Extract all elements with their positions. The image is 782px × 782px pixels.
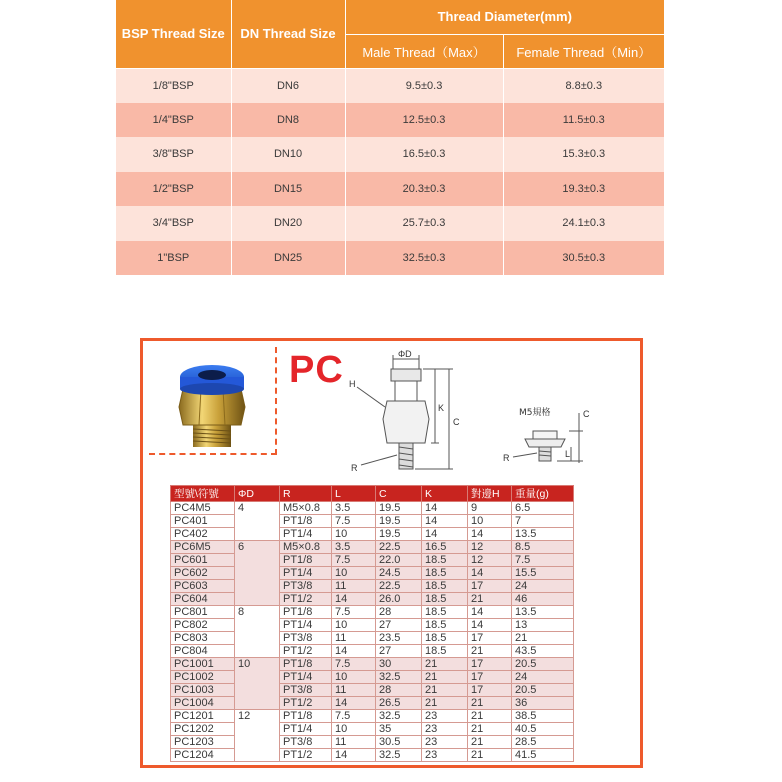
cell-female: 24.1±0.3 [503, 206, 664, 241]
spec-value: 17 [468, 580, 512, 593]
spec-model: PC1204 [171, 749, 235, 762]
spec-value: 7.5 [332, 710, 376, 723]
thread-table-row [116, 68, 664, 103]
spec-value: 14 [422, 502, 468, 515]
dimension-drawing [343, 347, 633, 479]
spec-value: PT3/8 [280, 580, 332, 593]
spec-value: PT1/2 [280, 697, 332, 710]
header-bsp-thread-size: BSP Thread Size [116, 0, 231, 68]
spec-value: 21 [468, 736, 512, 749]
spec-value: 27 [376, 645, 422, 658]
spec-value: 23 [422, 749, 468, 762]
spec-value: 32.5 [376, 749, 422, 762]
spec-table-wrapper [170, 485, 574, 762]
spec-value: 18.5 [422, 619, 468, 632]
spec-value: 11 [332, 632, 376, 645]
label-c2: C [583, 409, 590, 419]
spec-value: PT1/4 [280, 528, 332, 541]
thread-table-row [116, 172, 664, 207]
header-dn-thread-size: DN Thread Size [231, 0, 345, 68]
spec-value: 21 [468, 697, 512, 710]
spec-header-row [171, 486, 574, 502]
spec-model: PC603 [171, 580, 235, 593]
spec-row [171, 632, 574, 645]
spec-model: PC1201 [171, 710, 235, 723]
spec-table [170, 485, 574, 762]
cell-female: 30.5±0.3 [503, 241, 664, 276]
spec-value: 17 [468, 658, 512, 671]
spec-value: 14 [468, 528, 512, 541]
spec-header-cell: K [422, 486, 468, 502]
spec-row [171, 684, 574, 697]
thread-size-table [116, 0, 664, 275]
spec-value: 23 [422, 736, 468, 749]
spec-row [171, 515, 574, 528]
spec-row [171, 658, 574, 671]
spec-model: PC1001 [171, 658, 235, 671]
spec-model: PC802 [171, 619, 235, 632]
spec-model: PC1003 [171, 684, 235, 697]
spec-value: PT1/8 [280, 710, 332, 723]
spec-value: 30 [376, 658, 422, 671]
spec-row [171, 528, 574, 541]
label-l: L [565, 449, 571, 459]
spec-model: PC1002 [171, 671, 235, 684]
spec-value: 14 [468, 606, 512, 619]
header-male-thread: Male Thread（Max） [345, 34, 503, 68]
spec-value: 11 [332, 736, 376, 749]
spec-value: 3.5 [332, 541, 376, 554]
spec-row [171, 749, 574, 762]
spec-value: 21 [468, 593, 512, 606]
spec-value: 14 [332, 645, 376, 658]
spec-od: 4 [235, 502, 280, 541]
spec-value: 8.5 [512, 541, 574, 554]
spec-value: 10 [332, 567, 376, 580]
series-title: PC [289, 349, 344, 391]
spec-value: 13 [512, 619, 574, 632]
spec-value: 36 [512, 697, 574, 710]
spec-value: 12 [468, 541, 512, 554]
spec-value: 24 [512, 671, 574, 684]
label-r: R [351, 463, 358, 473]
spec-table-body [171, 502, 574, 762]
spec-header-cell: C [376, 486, 422, 502]
spec-value: PT1/8 [280, 658, 332, 671]
spec-value: 17 [468, 671, 512, 684]
spec-value: 14 [332, 593, 376, 606]
spec-value: 18.5 [422, 632, 468, 645]
header-thread-diameter: Thread Diameter(mm) [345, 0, 664, 34]
spec-row [171, 619, 574, 632]
cell-bsp: 3/8"BSP [116, 137, 231, 172]
spec-value: PT1/8 [280, 515, 332, 528]
spec-model: PC1202 [171, 723, 235, 736]
cell-dn: DN15 [231, 172, 345, 207]
spec-model: PC1203 [171, 736, 235, 749]
spec-value: 21 [422, 684, 468, 697]
spec-row [171, 736, 574, 749]
spec-row [171, 606, 574, 619]
spec-value: 7 [512, 515, 574, 528]
spec-value: 9 [468, 502, 512, 515]
spec-value: 23 [422, 710, 468, 723]
spec-value: PT1/2 [280, 593, 332, 606]
thread-table-row [116, 206, 664, 241]
spec-value: 18.5 [422, 554, 468, 567]
spec-value: 21 [422, 658, 468, 671]
thread-table-row [116, 103, 664, 138]
spec-value: PT3/8 [280, 632, 332, 645]
spec-value: 46 [512, 593, 574, 606]
spec-value: PT1/8 [280, 554, 332, 567]
spec-row [171, 554, 574, 567]
spec-value: 28.5 [512, 736, 574, 749]
spec-value: 14 [468, 619, 512, 632]
cell-bsp: 1/8"BSP [116, 68, 231, 103]
spec-value: 28 [376, 684, 422, 697]
spec-value: 3.5 [332, 502, 376, 515]
spec-value: 40.5 [512, 723, 574, 736]
spec-row [171, 671, 574, 684]
spec-value: 30.5 [376, 736, 422, 749]
spec-row [171, 502, 574, 515]
spec-model: PC401 [171, 515, 235, 528]
spec-value: 18.5 [422, 606, 468, 619]
spec-model: PC6M5 [171, 541, 235, 554]
spec-value: PT1/4 [280, 723, 332, 736]
spec-value: 7.5 [332, 606, 376, 619]
spec-value: 18.5 [422, 645, 468, 658]
spec-value: 32.5 [376, 710, 422, 723]
spec-value: 7.5 [512, 554, 574, 567]
spec-value: 24 [512, 580, 574, 593]
spec-value: 11 [332, 580, 376, 593]
spec-value: PT1/2 [280, 645, 332, 658]
spec-value: 18.5 [422, 580, 468, 593]
label-m5-spec: M5規格 [519, 408, 551, 418]
spec-value: 19.5 [376, 528, 422, 541]
spec-value: 15.5 [512, 567, 574, 580]
spec-value: 19.5 [376, 515, 422, 528]
spec-model: PC604 [171, 593, 235, 606]
spec-value: PT1/4 [280, 567, 332, 580]
spec-value: 21 [468, 749, 512, 762]
spec-value: 28 [376, 606, 422, 619]
spec-value: 10 [332, 723, 376, 736]
spec-value: 7.5 [332, 658, 376, 671]
spec-value: PT1/2 [280, 749, 332, 762]
spec-value: 22.5 [376, 541, 422, 554]
spec-model: PC602 [171, 567, 235, 580]
label-k: K [438, 403, 445, 413]
spec-value: 22.0 [376, 554, 422, 567]
thread-table-body [116, 68, 664, 275]
push-fitting-photo [149, 347, 275, 453]
spec-value: 10 [332, 619, 376, 632]
spec-value: 27 [376, 619, 422, 632]
spec-value: 32.5 [376, 671, 422, 684]
cell-female: 8.8±0.3 [503, 68, 664, 103]
cell-dn: DN10 [231, 137, 345, 172]
cell-female: 15.3±0.3 [503, 137, 664, 172]
spec-header-cell: 重量(g) [512, 486, 574, 502]
spec-value: 41.5 [512, 749, 574, 762]
product-photo-frame [149, 347, 277, 455]
spec-value: 12 [468, 554, 512, 567]
spec-header-cell: 對邊H [468, 486, 512, 502]
spec-value: 24.5 [376, 567, 422, 580]
spec-value: 7.5 [332, 554, 376, 567]
spec-od: 12 [235, 710, 280, 762]
label-c: C [453, 417, 460, 427]
spec-row [171, 645, 574, 658]
spec-value: M5×0.8 [280, 541, 332, 554]
spec-value: 13.5 [512, 606, 574, 619]
spec-row [171, 697, 574, 710]
cell-dn: DN25 [231, 241, 345, 276]
cell-male: 25.7±0.3 [345, 206, 503, 241]
spec-value: 10 [468, 515, 512, 528]
spec-row [171, 580, 574, 593]
spec-model: PC402 [171, 528, 235, 541]
label-od: ΦD [398, 349, 412, 359]
label-h: H [349, 379, 356, 389]
spec-value: 43.5 [512, 645, 574, 658]
spec-value: 22.5 [376, 580, 422, 593]
spec-value: 21 [468, 723, 512, 736]
spec-value: 10 [332, 528, 376, 541]
spec-value: 18.5 [422, 593, 468, 606]
spec-value: 11 [332, 684, 376, 697]
spec-model: PC4M5 [171, 502, 235, 515]
spec-value: M5×0.8 [280, 502, 332, 515]
thread-table-row [116, 137, 664, 172]
spec-value: 23 [422, 723, 468, 736]
label-r2: R [503, 453, 510, 463]
spec-value: 14 [332, 697, 376, 710]
spec-value: 20.5 [512, 684, 574, 697]
spec-value: 21 [468, 645, 512, 658]
spec-header-cell: 型號\符號 [171, 486, 235, 502]
spec-row [171, 593, 574, 606]
spec-header-cell: L [332, 486, 376, 502]
cell-bsp: 1/4"BSP [116, 103, 231, 138]
spec-value: 17 [468, 684, 512, 697]
spec-value: 13.5 [512, 528, 574, 541]
spec-model: PC803 [171, 632, 235, 645]
spec-value: 17 [468, 632, 512, 645]
spec-value: 26.0 [376, 593, 422, 606]
cell-bsp: 3/4"BSP [116, 206, 231, 241]
cell-dn: DN8 [231, 103, 345, 138]
spec-value: 14 [422, 528, 468, 541]
spec-header-cell: R [280, 486, 332, 502]
spec-od: 10 [235, 658, 280, 710]
spec-value: 21 [422, 671, 468, 684]
spec-value: 14 [332, 749, 376, 762]
spec-row [171, 541, 574, 554]
spec-value: 10 [332, 671, 376, 684]
spec-od: 8 [235, 606, 280, 658]
spec-value: 26.5 [376, 697, 422, 710]
cell-male: 32.5±0.3 [345, 241, 503, 276]
spec-value: 21 [468, 710, 512, 723]
spec-value: 35 [376, 723, 422, 736]
spec-row [171, 723, 574, 736]
cell-dn: DN6 [231, 68, 345, 103]
spec-value: PT3/8 [280, 684, 332, 697]
spec-value: 21 [422, 697, 468, 710]
spec-value: 20.5 [512, 658, 574, 671]
cell-bsp: 1/2"BSP [116, 172, 231, 207]
spec-value: 23.5 [376, 632, 422, 645]
spec-model: PC804 [171, 645, 235, 658]
spec-row [171, 710, 574, 723]
spec-model: PC1004 [171, 697, 235, 710]
spec-value: 21 [512, 632, 574, 645]
spec-model: PC601 [171, 554, 235, 567]
spec-value: PT1/4 [280, 619, 332, 632]
spec-od: 6 [235, 541, 280, 606]
cell-dn: DN20 [231, 206, 345, 241]
cell-female: 19.3±0.3 [503, 172, 664, 207]
spec-row [171, 567, 574, 580]
spec-value: 19.5 [376, 502, 422, 515]
spec-value: 7.5 [332, 515, 376, 528]
spec-value: 18.5 [422, 567, 468, 580]
spec-value: 6.5 [512, 502, 574, 515]
spec-value: PT3/8 [280, 736, 332, 749]
header-female-thread: Female Thread（Min） [503, 34, 664, 68]
cell-male: 16.5±0.3 [345, 137, 503, 172]
cell-male: 20.3±0.3 [345, 172, 503, 207]
pc-catalog-panel [140, 338, 643, 768]
cell-female: 11.5±0.3 [503, 103, 664, 138]
thread-table-row [116, 241, 664, 276]
cell-male: 9.5±0.3 [345, 68, 503, 103]
spec-value: 14 [468, 567, 512, 580]
spec-header-cell: ΦD [235, 486, 280, 502]
spec-value: 14 [422, 515, 468, 528]
spec-model: PC801 [171, 606, 235, 619]
cell-male: 12.5±0.3 [345, 103, 503, 138]
spec-value: PT1/4 [280, 671, 332, 684]
spec-value: 38.5 [512, 710, 574, 723]
spec-value: PT1/8 [280, 606, 332, 619]
spec-value: 16.5 [422, 541, 468, 554]
cell-bsp: 1"BSP [116, 241, 231, 276]
